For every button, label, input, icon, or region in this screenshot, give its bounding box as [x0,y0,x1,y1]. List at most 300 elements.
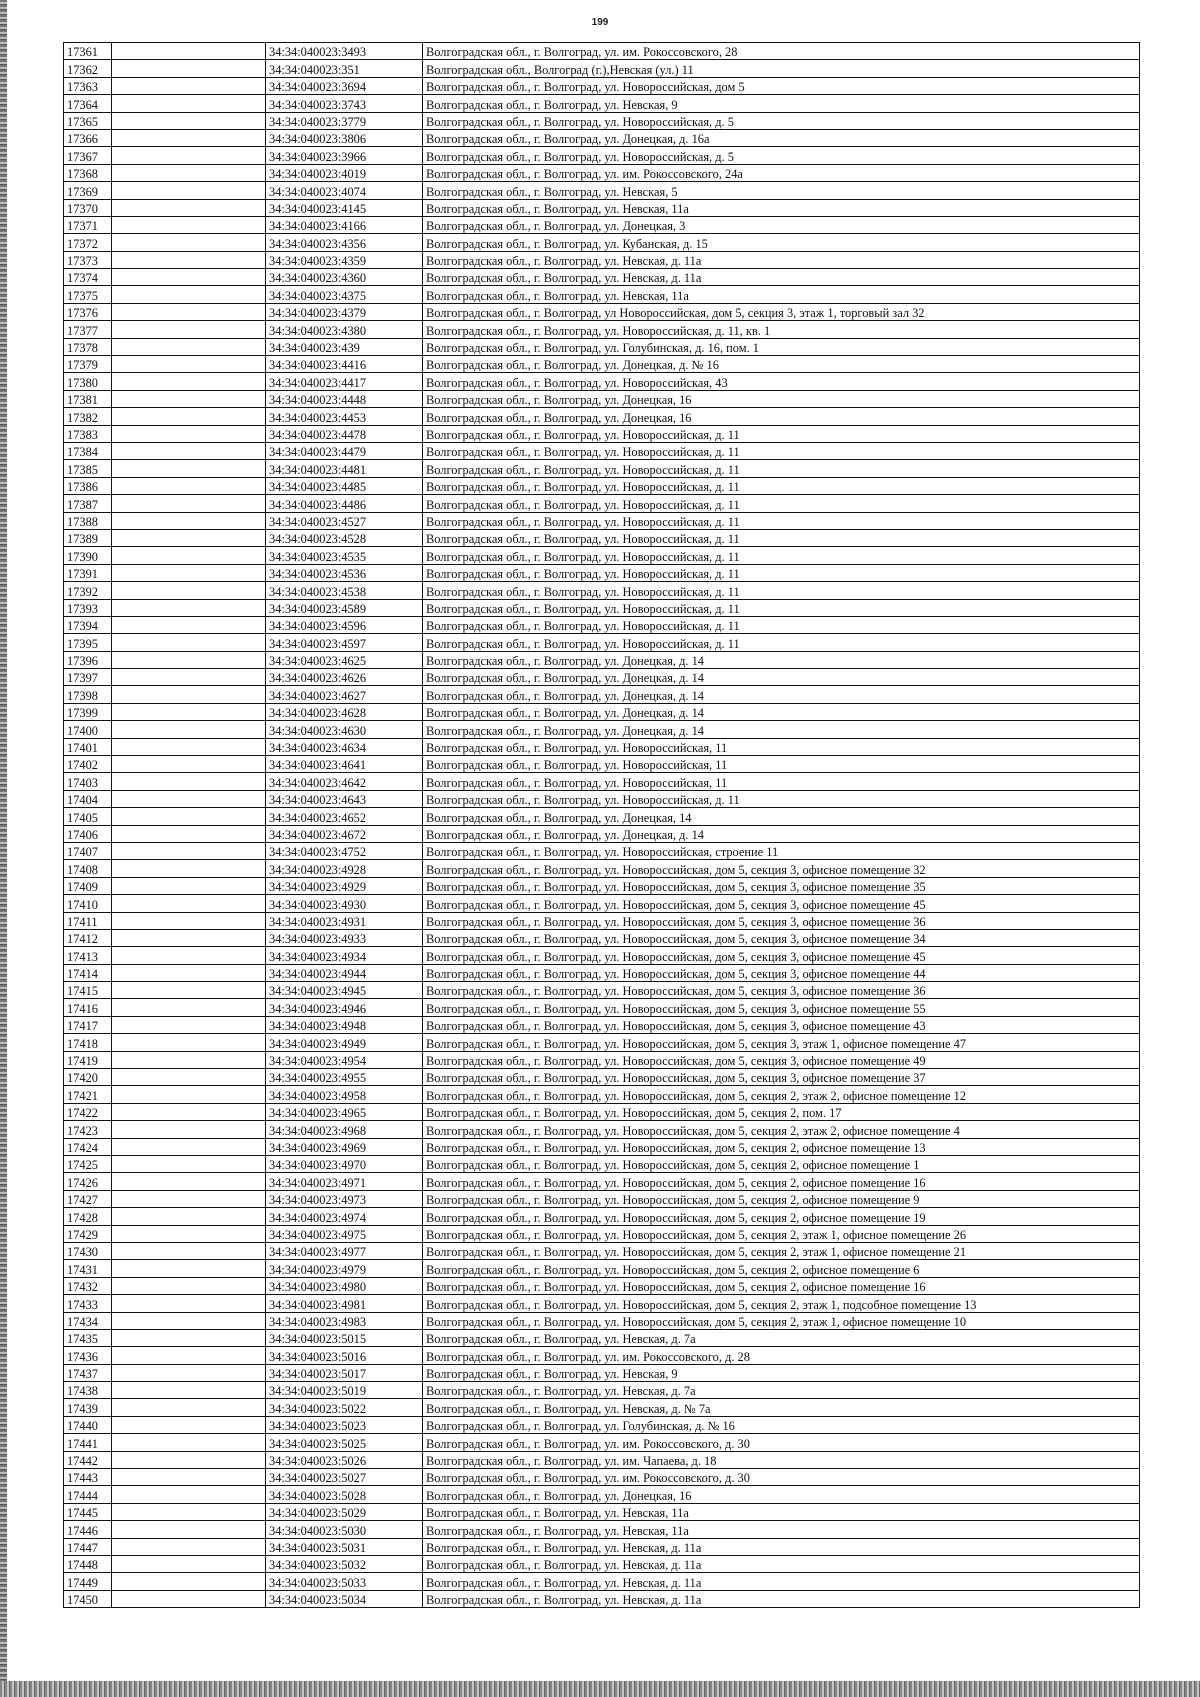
address-cell: Волгоградская обл., г. Волгоград, ул Новороссийская, дом 5, секция 3, этаж 1, торговый зал 32 [423,303,1140,320]
blank-cell [112,60,266,77]
blank-cell [112,1416,266,1433]
address-cell: Волгоградская обл., г. Волгоград, ул. Новороссийская, дом 5, секция 2, офисное помещение 16 [423,1173,1140,1190]
blank-cell [112,860,266,877]
row-number-cell: 17426 [64,1173,112,1190]
blank-cell [112,129,266,146]
row-number-cell: 17441 [64,1434,112,1451]
table-row [64,1295,1140,1312]
row-number-cell: 17433 [64,1295,112,1312]
address-cell: Волгоградская обл., г. Волгоград, ул. Новороссийская, д. 11 [423,790,1140,807]
table-row [64,1190,1140,1207]
table-row [64,95,1140,112]
table-row [64,721,1140,738]
table-row [64,1173,1140,1190]
cadastral-number-cell: 34:34:040023:5032 [266,1555,423,1572]
row-number-cell: 17388 [64,512,112,529]
address-cell: Волгоградская обл., г. Волгоград, ул. Новороссийская, дом 5, секция 2, офисное помещение 9 [423,1190,1140,1207]
cadastral-number-cell: 34:34:040023:5025 [266,1434,423,1451]
cadastral-number-cell: 34:34:040023:4630 [266,721,423,738]
table-row [64,1277,1140,1294]
address-cell: Волгоградская обл., г. Волгоград, ул. Новороссийская, дом 5, секция 3, офисное помещение 35 [423,877,1140,894]
blank-cell [112,408,266,425]
cadastral-number-cell: 34:34:040023:4969 [266,1138,423,1155]
cadastral-number-cell: 34:34:040023:4979 [266,1260,423,1277]
table-row [64,477,1140,494]
row-number-cell: 17372 [64,234,112,251]
cadastral-number-cell: 34:34:040023:4527 [266,512,423,529]
row-number-cell: 17416 [64,999,112,1016]
table-row [64,216,1140,233]
address-cell: Волгоградская обл., г. Волгоград, ул. Донецкая, д. № 16 [423,356,1140,373]
row-number-cell: 17397 [64,669,112,686]
blank-cell [112,1208,266,1225]
table-row [64,1103,1140,1120]
blank-cell [112,216,266,233]
cadastral-number-cell: 34:34:040023:4627 [266,686,423,703]
row-number-cell: 17449 [64,1573,112,1590]
registry-body [64,43,1140,1608]
table-row [64,373,1140,390]
table-row [64,999,1140,1016]
table-row [64,1382,1140,1399]
table-row [64,669,1140,686]
row-number-cell: 17430 [64,1242,112,1259]
blank-cell [112,95,266,112]
cadastral-number-cell: 34:34:040023:4481 [266,460,423,477]
cadastral-number-cell: 34:34:040023:4375 [266,286,423,303]
blank-cell [112,1295,266,1312]
row-number-cell: 17417 [64,1016,112,1033]
row-number-cell: 17428 [64,1208,112,1225]
address-cell: Волгоградская обл., г. Волгоград, ул. Новороссийская, дом 5 [423,77,1140,94]
blank-cell [112,477,266,494]
cadastral-number-cell: 34:34:040023:4965 [266,1103,423,1120]
table-row [64,43,1140,60]
address-cell: Волгоградская обл., Волгоград (г.),Невская (ул.) 11 [423,60,1140,77]
blank-cell [112,842,266,859]
row-number-cell: 17384 [64,442,112,459]
row-number-cell: 17418 [64,1034,112,1051]
row-number-cell: 17408 [64,860,112,877]
cadastral-number-cell: 34:34:040023:4535 [266,547,423,564]
table-row [64,303,1140,320]
address-cell: Волгоградская обл., г. Волгоград, ул. Невская, 11а [423,286,1140,303]
row-number-cell: 17399 [64,703,112,720]
address-cell: Волгоградская обл., г. Волгоград, ул. Невская, 11а [423,1503,1140,1520]
cadastral-number-cell: 34:34:040023:4596 [266,616,423,633]
table-row [64,251,1140,268]
blank-cell [112,1260,266,1277]
blank-cell [112,790,266,807]
page-number: 199 [591,17,609,28]
address-cell: Волгоградская обл., г. Волгоград, ул. Новороссийская, д. 11 [423,564,1140,581]
table-row [64,425,1140,442]
cadastral-number-cell: 34:34:040023:4380 [266,321,423,338]
row-number-cell: 17436 [64,1347,112,1364]
blank-cell [112,1034,266,1051]
table-row [64,495,1140,512]
cadastral-number-cell: 34:34:040023:4934 [266,947,423,964]
table-row [64,269,1140,286]
blank-cell [112,77,266,94]
blank-cell [112,460,266,477]
table-row [64,877,1140,894]
blank-cell [112,947,266,964]
table-row [64,1451,1140,1468]
blank-cell [112,1051,266,1068]
cadastral-number-cell: 34:34:040023:4955 [266,1069,423,1086]
address-cell: Волгоградская обл., г. Волгоград, ул. Новороссийская, дом 5, секция 3, офисное помещение 32 [423,860,1140,877]
cadastral-number-cell: 34:34:040023:5027 [266,1469,423,1486]
blank-cell [112,1086,266,1103]
blank-cell [112,1121,266,1138]
table-row [64,512,1140,529]
table-row [64,286,1140,303]
row-number-cell: 17424 [64,1138,112,1155]
table-row [64,1260,1140,1277]
address-cell: Волгоградская обл., г. Волгоград, ул. Донецкая, д. 14 [423,686,1140,703]
row-number-cell: 17378 [64,338,112,355]
cadastral-number-cell: 34:34:040023:4931 [266,912,423,929]
blank-cell [112,912,266,929]
registry-table [63,42,1140,1608]
cadastral-number-cell: 34:34:040023:4672 [266,825,423,842]
table-row [64,77,1140,94]
row-number-cell: 17375 [64,286,112,303]
row-number-cell: 17383 [64,425,112,442]
cadastral-number-cell: 34:34:040023:4752 [266,842,423,859]
cadastral-number-cell: 34:34:040023:5022 [266,1399,423,1416]
cadastral-number-cell: 34:34:040023:4359 [266,251,423,268]
address-cell: Волгоградская обл., г. Волгоград, ул. Донецкая, 16 [423,1486,1140,1503]
blank-cell [112,338,266,355]
address-cell: Волгоградская обл., г. Волгоград, ул. Донецкая, д. 14 [423,825,1140,842]
address-cell: Волгоградская обл., г. Волгоград, ул. Новороссийская, д. 11, кв. 1 [423,321,1140,338]
blank-cell [112,808,266,825]
row-number-cell: 17405 [64,808,112,825]
cadastral-number-cell: 34:34:040023:4929 [266,877,423,894]
row-number-cell: 17389 [64,529,112,546]
table-row [64,947,1140,964]
row-number-cell: 17387 [64,495,112,512]
cadastral-number-cell: 34:34:040023:4643 [266,790,423,807]
table-row [64,1069,1140,1086]
cadastral-number-cell: 34:34:040023:4971 [266,1173,423,1190]
row-number-cell: 17410 [64,895,112,912]
address-cell: Волгоградская обл., г. Волгоград, ул. Новороссийская, д. 11 [423,477,1140,494]
cadastral-number-cell: 34:34:040023:4642 [266,773,423,790]
cadastral-number-cell: 34:34:040023:4360 [266,269,423,286]
cadastral-number-cell: 34:34:040023:4973 [266,1190,423,1207]
blank-cell [112,582,266,599]
row-number-cell: 17394 [64,616,112,633]
table-row [64,1051,1140,1068]
address-cell: Волгоградская обл., г. Волгоград, ул. Новороссийская, дом 5, секция 3, этаж 1, офисное помещение 47 [423,1034,1140,1051]
row-number-cell: 17432 [64,1277,112,1294]
cadastral-number-cell: 34:34:040023:3743 [266,95,423,112]
address-cell: Волгоградская обл., г. Волгоград, ул. Невская, д. 11а [423,1573,1140,1590]
table-row [64,1399,1140,1416]
cadastral-number-cell: 34:34:040023:3493 [266,43,423,60]
table-row [64,616,1140,633]
address-cell: Волгоградская обл., г. Волгоград, ул. Новороссийская, д. 11 [423,425,1140,442]
blank-cell [112,1469,266,1486]
scan-edge-bottom [0,1681,1200,1697]
row-number-cell: 17425 [64,1156,112,1173]
blank-cell [112,356,266,373]
blank-cell [112,964,266,981]
blank-cell [112,616,266,633]
cadastral-number-cell: 34:34:040023:3779 [266,112,423,129]
address-cell: Волгоградская обл., г. Волгоград, ул. Новороссийская, д. 11 [423,547,1140,564]
row-number-cell: 17415 [64,982,112,999]
blank-cell [112,929,266,946]
address-cell: Волгоградская обл., г. Волгоград, ул. Новороссийская, 11 [423,756,1140,773]
row-number-cell: 17404 [64,790,112,807]
address-cell: Волгоградская обл., г. Волгоград, ул. Новороссийская, дом 5, секция 2, пом. 17 [423,1103,1140,1120]
address-cell: Волгоградская обл., г. Волгоград, ул. Новороссийская, 11 [423,773,1140,790]
table-row [64,1208,1140,1225]
table-row [64,199,1140,216]
table-row [64,634,1140,651]
cadastral-number-cell: 34:34:040023:4597 [266,634,423,651]
address-cell: Волгоградская обл., г. Волгоград, ул. Новороссийская, д. 11 [423,460,1140,477]
address-cell: Волгоградская обл., г. Волгоград, ул. Невская, 5 [423,182,1140,199]
blank-cell [112,1242,266,1259]
address-cell: Волгоградская обл., г. Волгоград, ул. Невская, д. 11а [423,1555,1140,1572]
cadastral-number-cell: 34:34:040023:5023 [266,1416,423,1433]
address-cell: Волгоградская обл., г. Волгоград, ул. Новороссийская, дом 5, секция 2, этаж 2, офисное помещение 4 [423,1121,1140,1138]
cadastral-number-cell: 34:34:040023:4970 [266,1156,423,1173]
row-number-cell: 17361 [64,43,112,60]
table-row [64,564,1140,581]
row-number-cell: 17371 [64,216,112,233]
table-row [64,964,1140,981]
cadastral-number-cell: 34:34:040023:3806 [266,129,423,146]
scan-edge-left [0,0,7,1697]
table-row [64,529,1140,546]
cadastral-number-cell: 34:34:040023:4417 [266,373,423,390]
cadastral-number-cell: 34:34:040023:4933 [266,929,423,946]
row-number-cell: 17413 [64,947,112,964]
cadastral-number-cell: 34:34:040023:4448 [266,390,423,407]
blank-cell [112,738,266,755]
row-number-cell: 17362 [64,60,112,77]
cadastral-number-cell: 34:34:040023:4626 [266,669,423,686]
blank-cell [112,756,266,773]
blank-cell [112,269,266,286]
blank-cell [112,773,266,790]
cadastral-number-cell: 34:34:040023:4974 [266,1208,423,1225]
row-number-cell: 17385 [64,460,112,477]
row-number-cell: 17377 [64,321,112,338]
cadastral-number-cell: 34:34:040023:5030 [266,1521,423,1538]
row-number-cell: 17445 [64,1503,112,1520]
cadastral-number-cell: 34:34:040023:4958 [266,1086,423,1103]
table-row [64,1434,1140,1451]
address-cell: Волгоградская обл., г. Волгоград, ул. Невская, д. 11а [423,1538,1140,1555]
blank-cell [112,1486,266,1503]
table-row [64,1034,1140,1051]
row-number-cell: 17446 [64,1521,112,1538]
blank-cell [112,1016,266,1033]
cadastral-number-cell: 34:34:040023:5034 [266,1590,423,1607]
address-cell: Волгоградская обл., г. Волгоград, ул. Новороссийская, дом 5, секция 2, офисное помещение 6 [423,1260,1140,1277]
blank-cell [112,1156,266,1173]
row-number-cell: 17434 [64,1312,112,1329]
table-row [64,338,1140,355]
blank-cell [112,999,266,1016]
address-cell: Волгоградская обл., г. Волгоград, ул. Новороссийская, д. 11 [423,634,1140,651]
cadastral-number-cell: 34:34:040023:4949 [266,1034,423,1051]
table-row [64,738,1140,755]
table-row [64,1538,1140,1555]
row-number-cell: 17438 [64,1382,112,1399]
table-row [64,825,1140,842]
blank-cell [112,1312,266,1329]
row-number-cell: 17363 [64,77,112,94]
row-number-cell: 17380 [64,373,112,390]
table-row [64,147,1140,164]
row-number-cell: 17407 [64,842,112,859]
row-number-cell: 17401 [64,738,112,755]
address-cell: Волгоградская обл., г. Волгоград, ул. Донецкая, 16 [423,408,1140,425]
blank-cell [112,43,266,60]
table-row [64,356,1140,373]
address-cell: Волгоградская обл., г. Волгоград, ул. Новороссийская, дом 5, секция 2, офисное помещение 19 [423,1208,1140,1225]
cadastral-number-cell: 34:34:040023:4641 [266,756,423,773]
address-cell: Волгоградская обл., г. Волгоград, ул. Новороссийская, д. 5 [423,147,1140,164]
address-cell: Волгоградская обл., г. Волгоград, ул. им. Рокоссовского, д. 30 [423,1434,1140,1451]
cadastral-number-cell: 34:34:040023:351 [266,60,423,77]
cadastral-number-cell: 34:34:040023:4954 [266,1051,423,1068]
cadastral-number-cell: 34:34:040023:4968 [266,1121,423,1138]
address-cell: Волгоградская обл., г. Волгоград, ул. Невская, д. № 7а [423,1399,1140,1416]
table-row [64,1086,1140,1103]
blank-cell [112,303,266,320]
cadastral-number-cell: 34:34:040023:4625 [266,651,423,668]
address-cell: Волгоградская обл., г. Волгоград, ул. Донецкая, 3 [423,216,1140,233]
table-row [64,547,1140,564]
blank-cell [112,1329,266,1346]
row-number-cell: 17442 [64,1451,112,1468]
blank-cell [112,686,266,703]
address-cell: Волгоградская обл., г. Волгоград, ул. Новороссийская, дом 5, секция 3, офисное помещение 36 [423,982,1140,999]
table-row [64,112,1140,129]
cadastral-number-cell: 34:34:040023:5026 [266,1451,423,1468]
blank-cell [112,1573,266,1590]
address-cell: Волгоградская обл., г. Волгоград, ул. Невская, д. 11а [423,1590,1140,1607]
cadastral-number-cell: 34:34:040023:4975 [266,1225,423,1242]
table-row [64,1225,1140,1242]
cadastral-number-cell: 34:34:040023:4538 [266,582,423,599]
cadastral-number-cell: 34:34:040023:5031 [266,1538,423,1555]
table-row [64,808,1140,825]
row-number-cell: 17420 [64,1069,112,1086]
cadastral-number-cell: 34:34:040023:4980 [266,1277,423,1294]
table-row [64,1486,1140,1503]
table-row [64,129,1140,146]
table-row [64,1503,1140,1520]
address-cell: Волгоградская обл., г. Волгоград, ул. им. Рокоссовского, 24а [423,164,1140,181]
address-cell: Волгоградская обл., г. Волгоград, ул. Новороссийская, дом 5, секция 3, офисное помещение 45 [423,895,1140,912]
row-number-cell: 17421 [64,1086,112,1103]
table-row [64,390,1140,407]
address-cell: Волгоградская обл., г. Волгоград, ул. Новороссийская, дом 5, секция 3, офисное помещение 49 [423,1051,1140,1068]
table-row [64,1312,1140,1329]
cadastral-number-cell: 34:34:040023:4485 [266,477,423,494]
blank-cell [112,1173,266,1190]
table-row [64,60,1140,77]
blank-cell [112,1503,266,1520]
cadastral-number-cell: 34:34:040023:4379 [266,303,423,320]
row-number-cell: 17411 [64,912,112,929]
address-cell: Волгоградская обл., г. Волгоград, ул. Новороссийская, дом 5, секция 2, этаж 1, офисное помещение 21 [423,1242,1140,1259]
blank-cell [112,425,266,442]
table-row [64,234,1140,251]
table-row [64,842,1140,859]
row-number-cell: 17435 [64,1329,112,1346]
blank-cell [112,182,266,199]
table-row [64,773,1140,790]
row-number-cell: 17419 [64,1051,112,1068]
blank-cell [112,234,266,251]
cadastral-number-cell: 34:34:040023:5019 [266,1382,423,1399]
row-number-cell: 17390 [64,547,112,564]
address-cell: Волгоградская обл., г. Волгоград, ул. Новороссийская, дом 5, секция 3, офисное помещение 43 [423,1016,1140,1033]
table-row [64,1156,1140,1173]
blank-cell [112,1538,266,1555]
row-number-cell: 17381 [64,390,112,407]
row-number-cell: 17366 [64,129,112,146]
blank-cell [112,495,266,512]
cadastral-number-cell: 34:34:040023:4977 [266,1242,423,1259]
address-cell: Волгоградская обл., г. Волгоград, ул. им. Рокоссовского, д. 28 [423,1347,1140,1364]
address-cell: Волгоградская обл., г. Волгоград, ул. Донецкая, д. 14 [423,669,1140,686]
address-cell: Волгоградская обл., г. Волгоград, ул. Новороссийская, дом 5, секция 3, офисное помещение 37 [423,1069,1140,1086]
row-number-cell: 17444 [64,1486,112,1503]
blank-cell [112,112,266,129]
blank-cell [112,1069,266,1086]
table-row [64,182,1140,199]
row-number-cell: 17395 [64,634,112,651]
row-number-cell: 17365 [64,112,112,129]
cadastral-number-cell: 34:34:040023:439 [266,338,423,355]
address-cell: Волгоградская обл., г. Волгоград, ул. Невская, д. 11а [423,269,1140,286]
blank-cell [112,599,266,616]
table-row [64,756,1140,773]
address-cell: Волгоградская обл., г. Волгоград, ул. Новороссийская, дом 5, секция 2, этаж 1, офисное помещение 10 [423,1312,1140,1329]
row-number-cell: 17443 [64,1469,112,1486]
address-cell: Волгоградская обл., г. Волгоград, ул. Кубанская, д. 15 [423,234,1140,251]
row-number-cell: 17429 [64,1225,112,1242]
cadastral-number-cell: 34:34:040023:4983 [266,1312,423,1329]
row-number-cell: 17368 [64,164,112,181]
blank-cell [112,321,266,338]
address-cell: Волгоградская обл., г. Волгоград, ул. Донецкая, д. 14 [423,651,1140,668]
row-number-cell: 17367 [64,147,112,164]
blank-cell [112,1590,266,1607]
cadastral-number-cell: 34:34:040023:5029 [266,1503,423,1520]
cadastral-number-cell: 34:34:040023:3966 [266,147,423,164]
cadastral-number-cell: 34:34:040023:4478 [266,425,423,442]
table-row [64,1573,1140,1590]
address-cell: Волгоградская обл., г. Волгоград, ул. им. Рокоссовского, 28 [423,43,1140,60]
cadastral-number-cell: 34:34:040023:4946 [266,999,423,1016]
blank-cell [112,1521,266,1538]
cadastral-number-cell: 34:34:040023:5028 [266,1486,423,1503]
cadastral-number-cell: 34:34:040023:4074 [266,182,423,199]
